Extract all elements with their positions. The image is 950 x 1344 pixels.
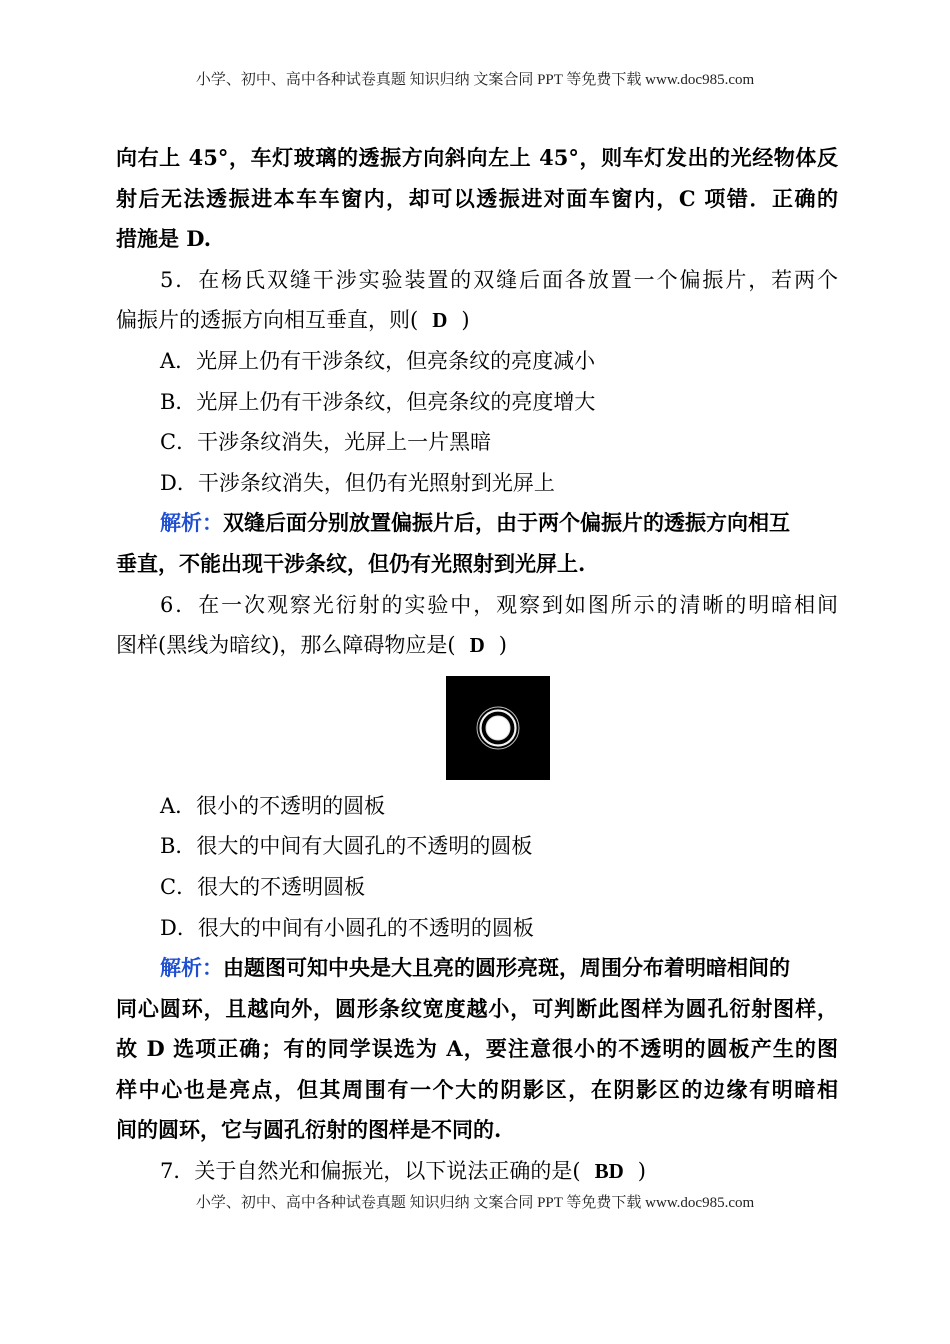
document-body bbox=[116, 138, 838, 1192]
analysis-text-cont: 同心圆环，且越向外，圆形条纹宽度越小，可判断此图样为圆孔衍射图样， bbox=[116, 995, 838, 1021]
option-d: D．很大的中间有小圆孔的不透明的圆板 bbox=[160, 915, 534, 940]
option-d: D．干涉条纹消失，但仍有光照射到光屏上 bbox=[160, 470, 555, 495]
question-6-stem bbox=[116, 585, 838, 626]
question-stem-text: 图样(黑线为暗纹)，那么障碍物应是( bbox=[116, 633, 456, 658]
prev-analysis-line: 向右上 45°，车灯玻璃的透振方向斜向左上 45°，则车灯发出的光经物体反 bbox=[116, 145, 838, 170]
question-5-analysis bbox=[116, 503, 838, 544]
question-stem-text: 5．在杨氏双缝干涉实验装置的双缝后面各放置一个偏振片，若两个 bbox=[160, 267, 838, 292]
analysis-text: 双缝后面分别放置偏振片后，由于两个偏振片的透振方向相互 bbox=[223, 510, 790, 536]
analysis-text: 由题图可知中央是大且亮的圆形亮斑，周围分布着明暗相间的 bbox=[223, 955, 790, 981]
diffraction-pattern-image bbox=[446, 676, 550, 780]
option-b: B．很大的中间有大圆孔的不透明的圆板 bbox=[160, 834, 533, 859]
question-stem-text: 偏振片的透振方向相互垂直，则( bbox=[116, 308, 419, 333]
question-6-analysis bbox=[116, 948, 838, 989]
analysis-text-cont: 间的圆环，它与圆孔衍射的图样是不同的. bbox=[116, 1117, 502, 1143]
question-6-stem-cont bbox=[116, 625, 838, 666]
question-5-stem-cont bbox=[116, 300, 838, 341]
analysis-text-cont: 垂直，不能出现干涉条纹，但仍有光照射到光屏上. bbox=[116, 550, 586, 576]
prev-analysis-line: 射后无法透振进本车车窗内，却可以透振进对面车窗内，C 项错．正确的 bbox=[116, 185, 838, 211]
close-paren: ) bbox=[498, 633, 507, 658]
question-stem-text: 6．在一次观察光衍射的实验中，观察到如图所示的清晰的明暗相间 bbox=[160, 592, 838, 617]
figure-container bbox=[116, 666, 838, 786]
option-a: A．很小的不透明的圆板 bbox=[160, 793, 386, 818]
answer-text: D bbox=[469, 633, 485, 658]
analysis-text-cont: 样中心也是亮点，但其周围有一个大的阴影区，在阴影区的边缘有明暗相 bbox=[116, 1076, 838, 1102]
question-5-stem bbox=[116, 260, 838, 301]
answer-text: D bbox=[432, 308, 448, 333]
prev-analysis-line: 措施是 D. bbox=[116, 226, 212, 252]
analysis-text-cont: 故 D 选项正确；有的同学误选为 A，要注意很小的不透明的圆板产生的图 bbox=[116, 1036, 838, 1062]
analysis-label: 解析： bbox=[160, 510, 223, 536]
option-c: C．很大的不透明圆板 bbox=[160, 874, 366, 899]
close-paren: ) bbox=[461, 308, 470, 333]
page-header: 小学、初中、高中各种试卷真题 知识归纳 文案合同 PPT 等免费下载 www.doc985.com bbox=[195, 72, 755, 88]
option-b: B．光屏上仍有干涉条纹，但亮条纹的亮度增大 bbox=[160, 389, 596, 414]
question-7-stem bbox=[116, 1151, 838, 1192]
analysis-label: 解析： bbox=[160, 955, 223, 981]
close-paren: ) bbox=[637, 1159, 646, 1184]
diffraction-rings-icon bbox=[446, 676, 550, 780]
page-footer: 小学、初中、高中各种试卷真题 知识归纳 文案合同 PPT 等免费下载 www.doc985.com bbox=[195, 1195, 755, 1211]
question-stem-text: 7．关于自然光和偏振光，以下说法正确的是( bbox=[160, 1159, 581, 1184]
option-a: A．光屏上仍有干涉条纹，但亮条纹的亮度减小 bbox=[160, 348, 596, 373]
answer-text: BD bbox=[594, 1159, 624, 1184]
option-c: C．干涉条纹消失，光屏上一片黑暗 bbox=[160, 430, 492, 455]
